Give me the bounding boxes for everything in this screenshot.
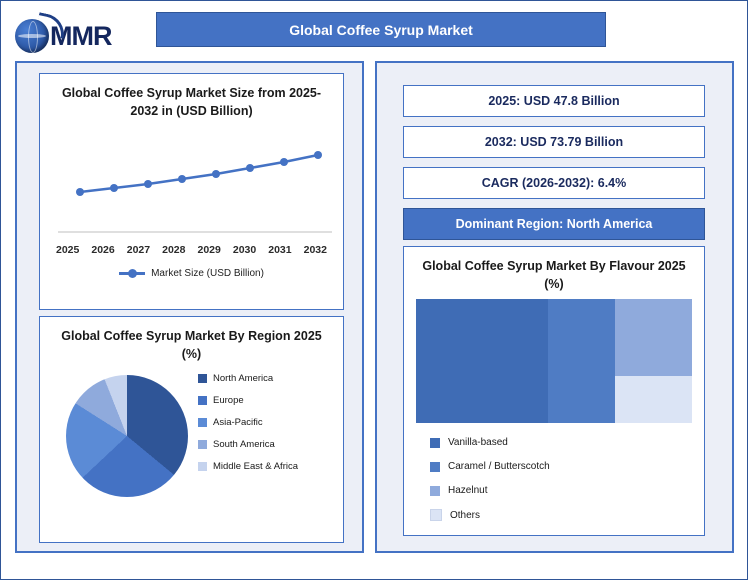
x-tick: 2026 bbox=[91, 244, 115, 257]
legend-label: Hazelnut bbox=[448, 485, 488, 497]
legend-label: Caramel / Butterscotch bbox=[448, 461, 550, 473]
pie-chart-title: Global Coffee Syrup Market By Region 2025 (%) bbox=[61, 329, 322, 362]
legend-label: Others bbox=[450, 509, 481, 521]
stat-box-market-2032 bbox=[403, 126, 705, 158]
x-tick: 2029 bbox=[197, 244, 221, 257]
treemap-tile-hazelnut bbox=[615, 299, 692, 376]
legend-swatch-icon bbox=[198, 374, 207, 383]
legend-item bbox=[198, 395, 298, 406]
treemap-column-right bbox=[615, 299, 692, 423]
legend-item bbox=[430, 437, 704, 448]
legend-label: Europe bbox=[213, 395, 244, 407]
legend-swatch-icon bbox=[119, 272, 145, 275]
treemap-tile-caramel bbox=[548, 299, 614, 423]
line-chart-legend bbox=[40, 268, 343, 279]
x-tick: 2031 bbox=[268, 244, 292, 257]
stat-box-cagr bbox=[403, 167, 705, 199]
legend-item bbox=[198, 439, 298, 450]
legend-label: Vanilla-based bbox=[448, 437, 508, 449]
legend-item bbox=[198, 461, 298, 472]
line-chart-title: Global Coffee Syrup Market Size from 2025-2032 in (USD Billion) bbox=[61, 86, 322, 119]
pie-chart-legend bbox=[198, 373, 298, 472]
legend-item bbox=[430, 485, 704, 496]
region-pie-chart-card bbox=[39, 316, 344, 543]
left-panel bbox=[15, 61, 364, 553]
stat-label: CAGR (2026-2032): 6.4% bbox=[481, 176, 627, 190]
treemap-legend bbox=[430, 437, 704, 521]
stat-label: Dominant Region: North America bbox=[455, 217, 653, 231]
legend-label: Market Size (USD Billion) bbox=[151, 268, 264, 280]
legend-label: Middle East & Africa bbox=[213, 461, 299, 473]
x-tick: 2025 bbox=[56, 244, 80, 257]
page-title: Global Coffee Syrup Market bbox=[289, 21, 473, 38]
legend-item bbox=[430, 509, 704, 521]
legend-swatch-icon bbox=[430, 486, 440, 496]
right-panel bbox=[375, 61, 734, 553]
stat-label: 2025: USD 47.8 Billion bbox=[488, 94, 620, 108]
x-tick: 2028 bbox=[162, 244, 186, 257]
treemap-tile-others bbox=[615, 376, 692, 423]
page-title-bar bbox=[156, 12, 606, 47]
x-tick: 2032 bbox=[303, 244, 327, 257]
line-chart-svg bbox=[40, 120, 345, 244]
legend-swatch-icon bbox=[198, 440, 207, 449]
pie-chart-plot bbox=[40, 369, 343, 519]
line-chart-x-axis-labels bbox=[40, 244, 343, 256]
stat-label: 2032: USD 73.79 Billion bbox=[484, 135, 624, 149]
pie-chart bbox=[66, 375, 188, 497]
legend-swatch-icon bbox=[430, 438, 440, 448]
treemap-tile-vanilla bbox=[416, 299, 548, 423]
logo-text: MMR bbox=[50, 20, 112, 51]
legend-swatch-icon bbox=[430, 509, 442, 521]
treemap-plot bbox=[416, 299, 692, 423]
market-size-line-chart-card bbox=[39, 73, 344, 310]
legend-swatch-icon bbox=[198, 418, 207, 427]
line-chart-plot bbox=[40, 120, 343, 244]
legend-item bbox=[198, 373, 298, 384]
legend-swatch-icon bbox=[198, 462, 207, 471]
legend-label: North America bbox=[213, 373, 274, 385]
legend-swatch-icon bbox=[198, 396, 207, 405]
x-tick: 2030 bbox=[232, 244, 257, 257]
legend-label: South America bbox=[213, 439, 275, 451]
legend-item bbox=[430, 461, 704, 472]
stat-box-dominant-region bbox=[403, 208, 705, 240]
stat-box-market-2025 bbox=[403, 85, 705, 117]
flavour-treemap-card bbox=[403, 246, 705, 536]
treemap-title: Global Coffee Syrup Market By Flavour 2025 (%) bbox=[422, 259, 686, 292]
x-tick: 2027 bbox=[126, 244, 151, 257]
legend-swatch-icon bbox=[430, 462, 440, 472]
legend-item bbox=[198, 417, 298, 428]
mmr-logo bbox=[15, 13, 155, 59]
legend-label: Asia-Pacific bbox=[213, 417, 263, 429]
